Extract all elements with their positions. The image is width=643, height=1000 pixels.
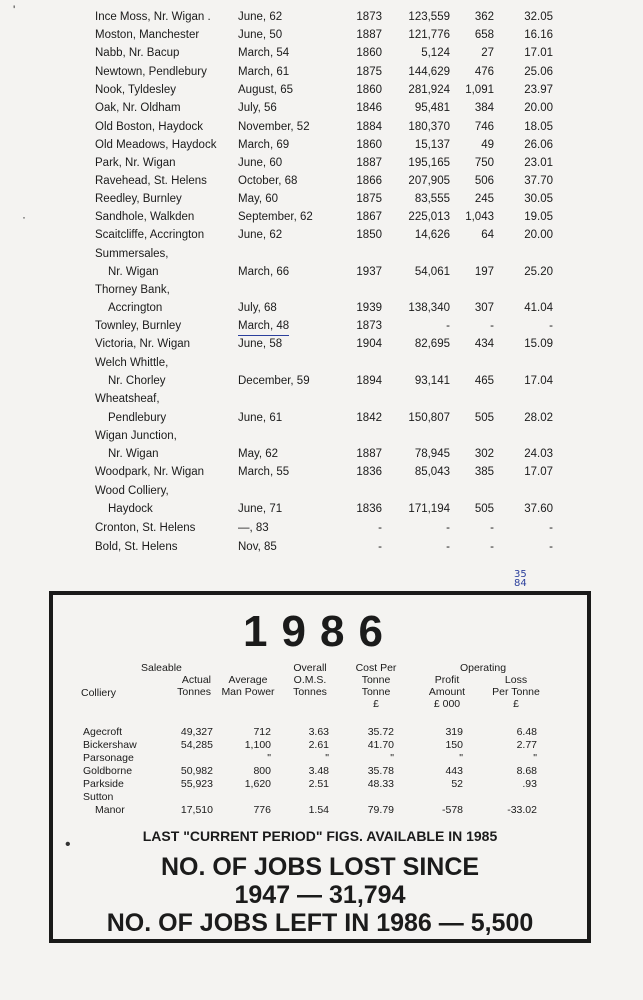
summary-man: 1,100 (244, 739, 271, 751)
colliery-name: Thorney Bank, (95, 284, 170, 296)
colliery-name: Old Meadows, Haydock (95, 139, 217, 151)
summary-cost: " (390, 752, 394, 764)
header-cost-line1: Cost Per (355, 662, 397, 674)
header-loss (483, 674, 549, 710)
colliery-cost: 25.20 (524, 266, 553, 278)
jobs-left: NO. OF JOBS LEFT IN 1986 — 5,500 (106, 909, 534, 937)
colliery-men: 658 (474, 29, 494, 41)
colliery-cost: - (549, 541, 553, 553)
colliery-date: Nov, 85 (238, 541, 277, 553)
colliery-men: 1,043 (465, 211, 494, 223)
colliery-year: 1836 (356, 466, 382, 478)
header-saleable-line2: Actual (181, 674, 211, 686)
colliery-row (0, 81, 643, 99)
colliery-oms: 180,370 (408, 121, 450, 133)
summary-tonnes: 17,510 (180, 804, 213, 816)
colliery-year: 1846 (356, 102, 382, 114)
header-manpower-line2: Man Power (221, 686, 275, 698)
colliery-name: Pendlebury (108, 412, 167, 424)
summary-cost: 79.79 (367, 804, 394, 816)
colliery-date: June, 60 (238, 157, 283, 169)
colliery-oms: 83,555 (414, 193, 450, 205)
header-profit (421, 674, 473, 710)
summary-row (53, 791, 587, 804)
summary-oms: 3.48 (308, 765, 329, 777)
colliery-oms: 281,924 (408, 84, 450, 96)
colliery-name: Wood Colliery, (95, 485, 169, 497)
colliery-row (0, 136, 643, 154)
colliery-date: March, 66 (238, 266, 290, 278)
colliery-year: 1875 (356, 193, 382, 205)
colliery-name: Wheatsheaf, (95, 393, 160, 405)
colliery-men: - (490, 522, 494, 534)
summary-tonnes: 55,923 (180, 778, 213, 790)
colliery-row (0, 445, 643, 463)
summary-amount: " (459, 752, 463, 764)
header-profit-unit: £ 000 (433, 698, 461, 710)
colliery-oms: 82,695 (414, 338, 450, 350)
summary-cost: 35.78 (367, 765, 394, 777)
colliery-oms: 14,626 (414, 229, 450, 241)
colliery-row (0, 99, 643, 117)
colliery-year: 1904 (356, 338, 382, 350)
colliery-name: Woodpark, Nr. Wigan (95, 466, 205, 478)
colliery-name: Nook, Tyldesley (95, 84, 176, 96)
header-loss-line1: Loss (504, 674, 528, 686)
header-cost-line3: Tonne (361, 686, 391, 698)
colliery-name: Scaitcliffe, Accrington (95, 229, 205, 241)
colliery-men: 384 (474, 102, 494, 114)
summary-row (53, 765, 587, 778)
margin-mark: · (22, 210, 26, 224)
colliery-year: 1937 (356, 266, 382, 278)
colliery-name: Nr. Wigan (108, 448, 159, 460)
header-manpower (213, 674, 283, 698)
colliery-year: 1873 (356, 320, 382, 332)
colliery-row (0, 26, 643, 44)
colliery-cost: 37.70 (524, 175, 553, 187)
colliery-year: 1860 (356, 84, 382, 96)
summary-man: 1,620 (244, 778, 271, 790)
colliery-year: 1875 (356, 66, 382, 78)
header-oms-line3: Tonnes (293, 686, 327, 698)
colliery-row (0, 482, 643, 500)
colliery-men: 245 (474, 193, 494, 205)
colliery-year: 1887 (356, 448, 382, 460)
colliery-date: June, 58 (238, 338, 283, 350)
colliery-date: March, 61 (238, 66, 290, 78)
colliery-year: 1884 (356, 121, 382, 133)
colliery-year: 1850 (356, 229, 382, 241)
handwritten-note-line2: 84 (514, 578, 527, 589)
colliery-cost: 15.09 (524, 338, 553, 350)
header-cost-unit: £ (373, 698, 379, 710)
colliery-year: 1860 (356, 47, 382, 59)
colliery-name: Ravehead, St. Helens (95, 175, 207, 187)
colliery-men: 505 (474, 412, 494, 424)
colliery-cost: 20.00 (524, 229, 553, 241)
header-profit-line2: Amount (428, 686, 466, 698)
colliery-men: 362 (474, 11, 494, 23)
colliery-row (0, 427, 643, 445)
handwritten-note (514, 570, 527, 588)
colliery-oms: 144,629 (408, 66, 450, 78)
summary-amount: -578 (441, 804, 463, 816)
colliery-oms: 95,481 (414, 102, 450, 114)
colliery-row (0, 519, 643, 537)
colliery-men: 197 (474, 266, 494, 278)
colliery-name: Reedley, Burnley (95, 193, 182, 205)
colliery-cost: 23.97 (524, 84, 553, 96)
colliery-cost: 17.04 (524, 375, 553, 387)
colliery-oms: 5,124 (421, 47, 450, 59)
summary-tonnes: 54,285 (180, 739, 213, 751)
jobs-lost-line2: 1947 — 31,794 (234, 881, 406, 909)
current-period-note: LAST "CURRENT PERIOD" FIGS. AVAILABLE IN 1985 (142, 828, 498, 844)
colliery-cost: 17.01 (524, 47, 553, 59)
summary-row (53, 778, 587, 791)
colliery-name: Nr. Wigan (108, 266, 159, 278)
summary-pertonne: -33.02 (507, 804, 537, 816)
colliery-men: 465 (474, 375, 494, 387)
colliery-cost: - (549, 522, 553, 534)
header-oms (285, 662, 335, 698)
colliery-men: 49 (481, 139, 494, 151)
summary-row (53, 752, 587, 765)
colliery-date: June, 62 (238, 11, 283, 23)
colliery-row (0, 299, 643, 317)
colliery-men: 505 (474, 503, 494, 515)
colliery-men: 506 (474, 175, 494, 187)
header-saleable-line3: Tonnes (177, 686, 211, 698)
colliery-men: 27 (481, 47, 494, 59)
colliery-name: Wigan Junction, (95, 430, 177, 442)
colliery-oms: 78,945 (414, 448, 450, 460)
colliery-year: - (378, 541, 382, 553)
colliery-date: June, 61 (238, 412, 283, 424)
summary-oms: " (325, 752, 329, 764)
colliery-date: March, 55 (238, 466, 290, 478)
colliery-row (0, 118, 643, 136)
colliery-oms: 195,165 (408, 157, 450, 169)
colliery-date: March, 48 (238, 317, 289, 336)
colliery-oms: - (446, 522, 450, 534)
colliery-year: - (378, 522, 382, 534)
colliery-date: March, 54 (238, 47, 290, 59)
summary-cost: 48.33 (367, 778, 394, 790)
colliery-year: 1842 (356, 412, 382, 424)
colliery-year: 1836 (356, 503, 382, 515)
header-oms-line1: Overall (293, 662, 327, 674)
colliery-cost: 24.03 (524, 448, 553, 460)
colliery-year: 1866 (356, 175, 382, 187)
colliery-row (0, 372, 643, 390)
summary-row (53, 804, 587, 817)
colliery-name: Newtown, Pendlebury (95, 66, 207, 78)
summary-row (53, 739, 587, 752)
colliery-oms: - (446, 541, 450, 553)
colliery-oms: 150,807 (408, 412, 450, 424)
summary-oms: 2.51 (308, 778, 329, 790)
colliery-men: 1,091 (465, 84, 494, 96)
colliery-name: Park, Nr. Wigan (95, 157, 176, 169)
colliery-name: Summersales, (95, 248, 169, 260)
colliery-date: March, 69 (238, 139, 290, 151)
colliery-name: Bold, St. Helens (95, 541, 178, 553)
colliery-date: October, 68 (238, 175, 298, 187)
summary-amount: 150 (445, 739, 463, 751)
colliery-row (0, 208, 643, 226)
colliery-name: Ince Moss, Nr. Wigan . (95, 11, 211, 23)
header-loss-unit: £ (513, 698, 519, 710)
colliery-date: —, 83 (238, 522, 269, 534)
colliery-oms: 15,137 (414, 139, 450, 151)
summary-oms: 1.54 (308, 804, 329, 816)
header-cost (348, 662, 404, 710)
summary-man: " (267, 752, 271, 764)
colliery-row (0, 317, 643, 335)
colliery-cost: 16.16 (524, 29, 553, 41)
header-operating (443, 662, 523, 674)
colliery-date: June, 50 (238, 29, 283, 41)
header-colliery-label: Colliery (81, 687, 117, 699)
colliery-name: Nr. Chorley (108, 375, 166, 387)
summary-pertonne: 2.77 (516, 739, 537, 751)
summary-cost: 35.72 (367, 726, 394, 738)
summary-name: Goldborne (83, 765, 133, 777)
colliery-row (0, 354, 643, 372)
colliery-year: 1867 (356, 211, 382, 223)
summary-man: 800 (253, 765, 271, 777)
colliery-cost: 23.01 (524, 157, 553, 169)
colliery-date: July, 56 (238, 102, 277, 114)
colliery-oms: 54,061 (414, 266, 450, 278)
colliery-name: Accrington (108, 302, 163, 314)
colliery-oms: 85,043 (414, 466, 450, 478)
colliery-oms: 207,905 (408, 175, 450, 187)
header-profit-line1: Profit (434, 674, 460, 686)
summary-name: Parsonage (83, 752, 134, 764)
colliery-name: Victoria, Nr. Wigan (95, 338, 191, 350)
colliery-row (0, 8, 643, 26)
colliery-name: Nabb, Nr. Bacup (95, 47, 180, 59)
header-oms-line2: O.M.S. (293, 674, 327, 686)
summary-name: Bickershaw (83, 739, 137, 751)
colliery-name: Haydock (108, 503, 153, 515)
colliery-date: November, 52 (238, 121, 310, 133)
summary-amount: 52 (451, 778, 463, 790)
colliery-row (0, 538, 643, 556)
colliery-row (0, 335, 643, 353)
colliery-men: 64 (481, 229, 494, 241)
colliery-row (0, 463, 643, 481)
handwritten-note-line1: 35 (514, 569, 527, 580)
colliery-row (0, 154, 643, 172)
colliery-row (0, 245, 643, 263)
colliery-men: 476 (474, 66, 494, 78)
summary-pertonne: 6.48 (516, 726, 537, 738)
summary-oms: 2.61 (308, 739, 329, 751)
margin-dot: • (65, 836, 71, 853)
colliery-cost: 30.05 (524, 193, 553, 205)
colliery-date: June, 71 (238, 503, 283, 515)
colliery-cost: 25.06 (524, 66, 553, 78)
header-saleable-line1: Saleable (141, 662, 182, 674)
box-title: 1986 (243, 607, 397, 656)
colliery-row (0, 44, 643, 62)
colliery-men: 307 (474, 302, 494, 314)
summary-tonnes: 50,982 (180, 765, 213, 777)
colliery-men: 434 (474, 338, 494, 350)
colliery-row (0, 500, 643, 518)
summary-name: Sutton (83, 791, 114, 803)
colliery-oms: - (446, 320, 450, 332)
colliery-row (0, 263, 643, 281)
summary-1986-box (49, 591, 591, 943)
colliery-men: - (490, 320, 494, 332)
margin-mark: ' (13, 3, 16, 17)
colliery-date: May, 62 (238, 448, 279, 460)
colliery-row (0, 172, 643, 190)
colliery-oms: 93,141 (414, 375, 450, 387)
colliery-year: 1887 (356, 157, 382, 169)
summary-oms: 3.63 (308, 726, 329, 738)
colliery-cost: 17.07 (524, 466, 553, 478)
colliery-date: August, 65 (238, 84, 293, 96)
header-colliery (81, 687, 141, 699)
colliery-row (0, 409, 643, 427)
colliery-year: 1939 (356, 302, 382, 314)
colliery-oms: 123,559 (408, 11, 450, 23)
summary-name: Manor (95, 804, 125, 816)
colliery-oms: 121,776 (408, 29, 450, 41)
colliery-year: 1860 (356, 139, 382, 151)
summary-man: 776 (253, 804, 271, 816)
colliery-men: - (490, 541, 494, 553)
header-operating-label: Operating (459, 662, 507, 674)
colliery-cost: - (549, 320, 553, 332)
colliery-name: Oak, Nr. Oldham (95, 102, 181, 114)
colliery-row (0, 63, 643, 81)
colliery-oms: 138,340 (408, 302, 450, 314)
colliery-date: December, 59 (238, 375, 310, 387)
colliery-date: June, 62 (238, 229, 283, 241)
colliery-cost: 37.60 (524, 503, 553, 515)
summary-row (53, 726, 587, 739)
summary-pertonne: .93 (522, 778, 537, 790)
colliery-cost: 19.05 (524, 211, 553, 223)
summary-tonnes: 49,327 (180, 726, 213, 738)
summary-man: 712 (253, 726, 271, 738)
colliery-row (0, 226, 643, 244)
header-cost-line2: Tonne (361, 674, 391, 686)
colliery-row (0, 390, 643, 408)
colliery-men: 746 (474, 121, 494, 133)
colliery-name: Townley, Burnley (95, 320, 182, 332)
header-loss-line2: Per Tonne (492, 686, 540, 698)
colliery-oms: 171,194 (408, 503, 450, 515)
summary-amount: 319 (445, 726, 463, 738)
header-manpower-line1: Average (228, 674, 268, 686)
summary-name: Parkside (83, 778, 124, 790)
colliery-date: September, 62 (238, 211, 313, 223)
summary-amount: 443 (445, 765, 463, 777)
colliery-cost: 26.06 (524, 139, 553, 151)
summary-pertonne: 8.68 (516, 765, 537, 777)
colliery-name: Sandhole, Walkden (95, 211, 195, 223)
colliery-name: Cronton, St. Helens (95, 522, 196, 534)
summary-cost: 41.70 (367, 739, 394, 751)
colliery-cost: 28.02 (524, 412, 553, 424)
summary-pertonne: " (533, 752, 537, 764)
summary-name: Agecroft (83, 726, 123, 738)
colliery-name: Old Boston, Haydock (95, 121, 204, 133)
colliery-men: 302 (474, 448, 494, 460)
colliery-row (0, 281, 643, 299)
colliery-year: 1887 (356, 29, 382, 41)
colliery-name: Welch Whittle, (95, 357, 169, 369)
colliery-year: 1894 (356, 375, 382, 387)
colliery-men: 385 (474, 466, 494, 478)
colliery-name: Moston, Manchester (95, 29, 200, 41)
jobs-lost-line1: NO. OF JOBS LOST SINCE (160, 853, 480, 881)
colliery-cost: 18.05 (524, 121, 553, 133)
colliery-date: July, 68 (238, 302, 277, 314)
colliery-cost: 32.05 (524, 11, 553, 23)
colliery-cost: 41.04 (524, 302, 553, 314)
colliery-men: 750 (474, 157, 494, 169)
colliery-cost: 20.00 (524, 102, 553, 114)
colliery-date: May, 60 (238, 193, 279, 205)
colliery-year: 1873 (356, 11, 382, 23)
colliery-row (0, 190, 643, 208)
colliery-oms: 225,013 (408, 211, 450, 223)
header-saleable (141, 662, 211, 698)
